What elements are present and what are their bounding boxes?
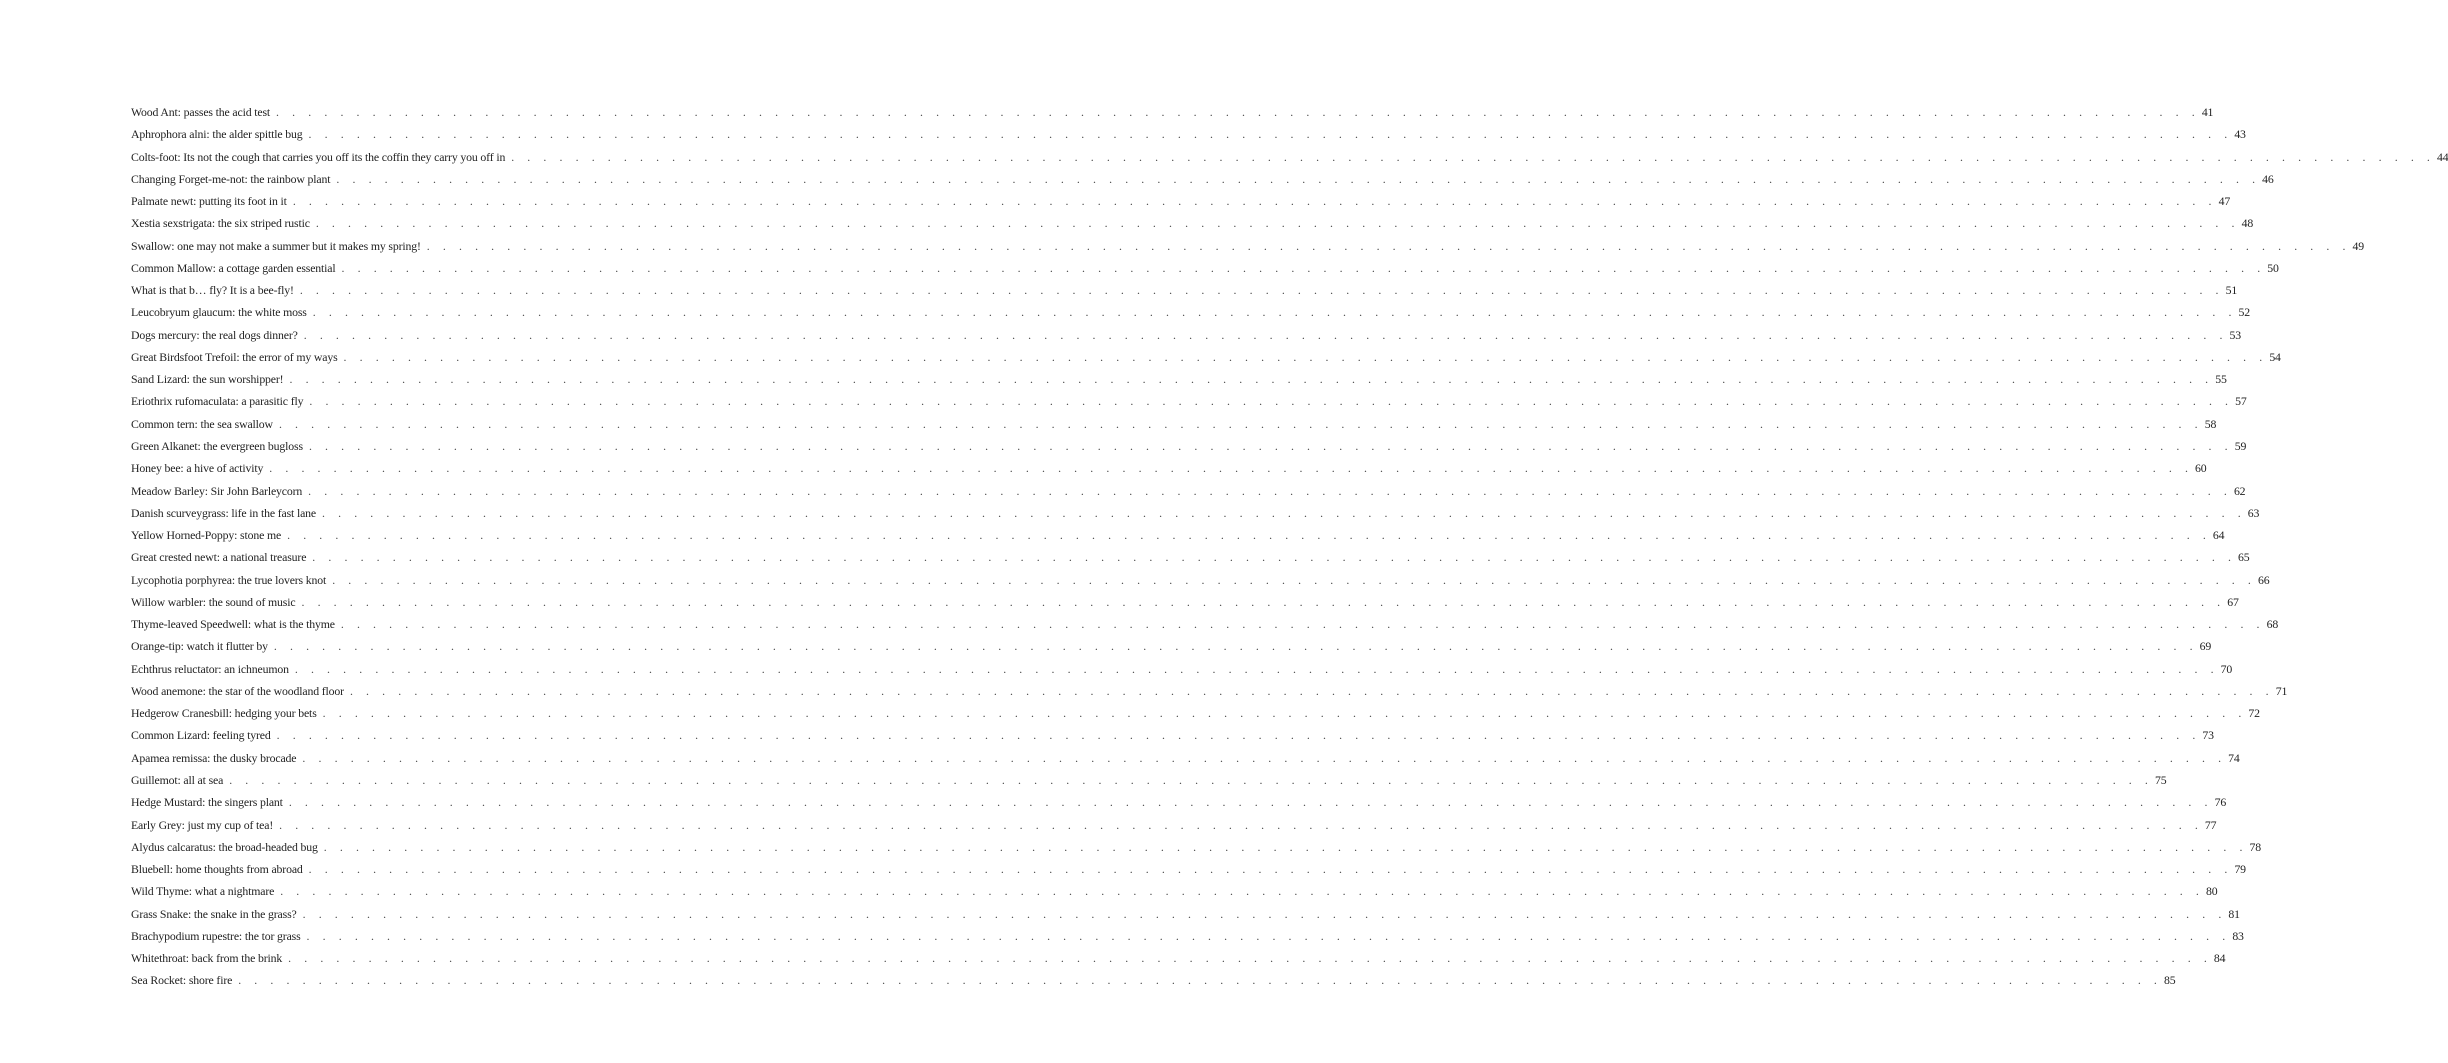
toc-entry[interactable] (131, 947, 2226, 969)
dot-leader: . . . . . . . . . . . . . . . . . . . . . . . . . . . . . . . . . . . . . . . . . . . . . . . . . . . . . . . . . . . . . . . . . . . . . . . . . . . . . . . . . . . . . . . . . . . . . . . . . . . . . . . . . . . . . . . . . . . . . . . . (511, 149, 2435, 164)
dot-leader: . . . . . . . . . . . . . . . . . . . . . . . . . . . . . . . . . . . . . . . . . . . . . . . . . . . . . . . . . . . . . . . . . . . . . . . . . . . . . . . . . . . . . . . . . . . . . . . . . . . . . . . . . . . . . . . . . . . . . . . . (308, 438, 2233, 453)
toc-entry-title: Colts-foot: Its not the cough that carries you off its the coffin they carry you off in (131, 146, 511, 168)
toc-entry-title: Echthrus reluctator: an ichneumon (131, 658, 295, 680)
dot-leader: . . . . . . . . . . . . . . . . . . . . . . . . . . . . . . . . . . . . . . . . . . . . . . . . . . . . . . . . . . . . . . . . . . . . . . . . . . . . . . . . . . . . . . . . . . . . . . . . . . . . . . . . . . . . . . . . . . . . . . . . (341, 260, 2266, 275)
toc-entry-title: Leucobryum glaucum: the white moss (131, 301, 313, 323)
toc-entry-page-number: 83 (2232, 928, 2244, 943)
toc-entry-title: Early Grey: just my cup of tea! (131, 814, 279, 836)
toc-entry[interactable] (131, 324, 2241, 346)
toc-entry[interactable] (131, 435, 2247, 457)
dot-leader: . . . . . . . . . . . . . . . . . . . . . . . . . . . . . . . . . . . . . . . . . . . . . . . . . . . . . . . . . . . . . . . . . . . . . . . . . . . . . . . . . . . . . . . . . . . . . . . . . . . . . . . . . . . . . . . . . . . . . . . . (288, 795, 2213, 810)
dot-leader: . . . . . . . . . . . . . . . . . . . . . . . . . . . . . . . . . . . . . . . . . . . . . . . . . . . . . . . . . . . . . . . . . . . . . . . . . . . . . . . . . . . . . . . . . . . . . . . . . . . . . . . . . . . . . . . . . . . . . . . . (312, 305, 2237, 320)
toc-entry-title: Common Lizard: feeling tyred (131, 724, 277, 746)
dot-leader: . . . . . . . . . . . . . . . . . . . . . . . . . . . . . . . . . . . . . . . . . . . . . . . . . . . . . . . . . . . . . . . . . . . . . . . . . . . . . . . . . . . . . . . . . . . . . . . . . . . . . . . . . . . . . . . . . . . . . . . . (301, 594, 2226, 609)
dot-leader: . . . . . . . . . . . . . . . . . . . . . . . . . . . . . . . . . . . . . . . . . . . . . . . . . . . . . . . . . . . . . . . . . . . . . . . . . . . . . . . . . . . . . . . . . . . . . . . . . . . . . . . . . . . . . . . . . . . . . . . . (289, 372, 2214, 387)
toc-entry-title: Swallow: one may not make a summer but it makes my spring! (131, 235, 427, 257)
toc-entry[interactable] (131, 457, 2207, 479)
toc-entry-page-number: 59 (2234, 438, 2247, 453)
toc-entry-page-number: 66 (2257, 572, 2270, 587)
toc-entry[interactable] (131, 101, 2214, 123)
toc-entry[interactable] (131, 680, 2288, 702)
toc-entry-page-number: 68 (2266, 617, 2279, 632)
toc-entry-page-number: 65 (2238, 550, 2250, 565)
toc-entry-page-number: 53 (2229, 327, 2241, 342)
toc-entry-page-number: 76 (2214, 795, 2227, 810)
dot-leader: . . . . . . . . . . . . . . . . . . . . . . . . . . . . . . . . . . . . . . . . . . . . . . . . . . . . . . . . . . . . . . . . . . . . . . . . . . . . . . . . . . . . . . . . . . . . . . . . . . . . . . . . . . . . . . . . . . . . . . . . (426, 238, 2351, 253)
toc-entry-page-number: 77 (2204, 817, 2217, 832)
toc-entry-page-number: 60 (2195, 461, 2207, 476)
toc-entry-title: Thyme-leaved Speedwell: what is the thyme (131, 613, 341, 635)
toc-entry-title: Xestia sexstrigata: the six striped rustic (131, 212, 316, 234)
dot-leader: . . . . . . . . . . . . . . . . . . . . . . . . . . . . . . . . . . . . . . . . . . . . . . . . . . . . . . . . . . . . . . . . . . . . . . . . . . . . . . . . . . . . . . . . . . . . . . . . . . . . . . . . . . . . . . . . . . . . . . . . (229, 772, 2153, 787)
toc-entry-page-number: 41 (2201, 105, 2214, 119)
toc-entry[interactable] (131, 190, 2231, 212)
toc-entry-page-number: 55 (2215, 372, 2227, 387)
table-of-contents (131, 101, 2448, 992)
toc-entry[interactable] (131, 569, 2270, 591)
toc-entry-page-number: 57 (2235, 394, 2247, 409)
toc-entry[interactable] (131, 502, 2260, 524)
toc-entry-page-number: 74 (2228, 750, 2240, 765)
toc-entry[interactable] (131, 880, 2218, 902)
toc-entry[interactable] (131, 591, 2239, 613)
toc-entry-page-number: 70 (2220, 661, 2233, 676)
toc-entry[interactable] (131, 925, 2244, 947)
toc-entry-page-number: 73 (2202, 728, 2214, 743)
toc-entry-title: Yellow Horned-Poppy: stone me (131, 524, 287, 546)
toc-entry-page-number: 50 (2267, 260, 2279, 275)
toc-entry[interactable] (131, 613, 2279, 635)
toc-entry[interactable] (131, 747, 2240, 769)
dot-leader: . . . . . . . . . . . . . . . . . . . . . . . . . . . . . . . . . . . . . . . . . . . . . . . . . . . . . . . . . . . . . . . . . . . . . . . . . . . . . . . . . . . . . . . . . . . . . . . . . . . . . . . . . . . . . . . . . . . . . . . . (278, 416, 2203, 431)
toc-entry-title: Wood Ant: passes the acid test (131, 101, 276, 123)
toc-entry-title: Lycophotia porphyrea: the true lovers knot (131, 569, 332, 591)
toc-entry-title: Dogs mercury: the real dogs dinner? (131, 324, 304, 346)
dot-leader: . . . . . . . . . . . . . . . . . . . . . . . . . . . . . . . . . . . . . . . . . . . . . . . . . . . . . . . . . . . . . . . . . . . . . . . . . . . . . . . . . . . . . . . . . . . . . . . . . . . . . . . . . . . . . . . . . . . . . . . . (332, 572, 2256, 587)
dot-leader: . . . . . . . . . . . . . . . . . . . . . . . . . . . . . . . . . . . . . . . . . . . . . . . . . . . . . . . . . . . . . . . . . . . . . . . . . . . . . . . . . . . . . . . . . . . . . . . . . . . . . . . . . . . . . . . . . . . . . . . . (340, 617, 2265, 632)
toc-entry-page-number: 78 (2249, 839, 2262, 854)
dot-leader: . . . . . . . . . . . . . . . . . . . . . . . . . . . . . . . . . . . . . . . . . . . . . . . . . . . . . . . . . . . . . . . . . . . . . . . . . . . . . . . . . . . . . . . . . . . . . . . . . . . . . . . . . . . . . . . . . . . . . . . . (287, 528, 2211, 543)
toc-entry-page-number: 44 (2436, 149, 2448, 164)
toc-entry[interactable] (131, 769, 2167, 791)
dot-leader: . . . . . . . . . . . . . . . . . . . . . . . . . . . . . . . . . . . . . . . . . . . . . . . . . . . . . . . . . . . . . . . . . . . . . . . . . . . . . . . . . . . . . . . . . . . . . . . . . . . . . . . . . . . . . . . . . . . . . . . . (343, 349, 2268, 364)
dot-leader: . . . . . . . . . . . . . . . . . . . . . . . . . . . . . . . . . . . . . . . . . . . . . . . . . . . . . . . . . . . . . . . . . . . . . . . . . . . . . . . . . . . . . . . . . . . . . . . . . . . . . . . . . . . . . . . . . . . . . . . . (273, 639, 2198, 654)
toc-entry[interactable] (131, 658, 2233, 680)
dot-leader: . . . . . . . . . . . . . . . . . . . . . . . . . . . . . . . . . . . . . . . . . . . . . . . . . . . . . . . . . . . . . . . . . . . . . . . . . . . . . . . . . . . . . . . . . . . . . . . . . . . . . . . . . . . . . . . . . . . . . . . . (312, 550, 2237, 565)
toc-entry-title: Eriothrix rufomaculata: a parasitic fly (131, 390, 309, 412)
toc-entry-title: Sand Lizard: the sun worshipper! (131, 368, 289, 390)
toc-entry[interactable] (131, 212, 2254, 234)
dot-leader: . . . . . . . . . . . . . . . . . . . . . . . . . . . . . . . . . . . . . . . . . . . . . . . . . . . . . . . . . . . . . . . . . . . . . . . . . . . . . . . . . . . . . . . . . . . . . . . . . . . . . . . . . . . . . . . . . . . . . . . . (292, 194, 2217, 209)
toc-entry-title: Alydus calcaratus: the broad-headed bug (131, 836, 324, 858)
toc-entry-page-number: 80 (2205, 884, 2218, 899)
toc-entry-title: Brachypodium rupestre: the tor grass (131, 925, 307, 947)
toc-entry-title: Sea Rocket: shore fire (131, 969, 238, 991)
toc-entry[interactable] (131, 235, 2365, 257)
dot-leader: . . . . . . . . . . . . . . . . . . . . . . . . . . . . . . . . . . . . . . . . . . . . . . . . . . . . . . . . . . . . . . . . . . . . . . . . . . . . . . . . . . . . . . . . . . . . . . . . . . . . . . . . . . . . . . . . . . . . . . . . (306, 928, 2231, 943)
toc-entry-page-number: 43 (2234, 127, 2246, 142)
dot-leader: . . . . . . . . . . . . . . . . . . . . . . . . . . . . . . . . . . . . . . . . . . . . . . . . . . . . . . . . . . . . . . . . . . . . . . . . . . . . . . . . . . . . . . . . . . . . . . . . . . . . . . . . . . . . . . . . . . . . . . . . (322, 505, 2246, 520)
toc-entry[interactable] (131, 168, 2274, 190)
toc-entry-page-number: 75 (2154, 772, 2167, 787)
toc-entry-page-number: 84 (2213, 951, 2226, 966)
dot-leader: . . . . . . . . . . . . . . . . . . . . . . . . . . . . . . . . . . . . . . . . . . . . . . . . . . . . . . . . . . . . . . . . . . . . . . . . . . . . . . . . . . . . . . . . . . . . . . . . . . . . . . . . . . . . . . . . . . . . . . . . (309, 394, 2234, 409)
toc-entry-title: Danish scurveygrass: life in the fast lane (131, 502, 322, 524)
toc-entry-page-number: 49 (2352, 238, 2365, 253)
dot-leader: . . . . . . . . . . . . . . . . . . . . . . . . . . . . . . . . . . . . . . . . . . . . . . . . . . . . . . . . . . . . . . . . . . . . . . . . . . . . . . . . . . . . . . . . . . . . . . . . . . . . . . . . . . . . . . . . . . . . . . . . (269, 461, 2194, 476)
toc-entry-title: Palmate newt: putting its foot in it (131, 190, 293, 212)
toc-entry-page-number: 54 (2269, 349, 2281, 364)
toc-entry-title: Honey bee: a hive of activity (131, 457, 269, 479)
toc-entry-title: Great crested newt: a national treasure (131, 546, 312, 568)
toc-entry[interactable] (131, 301, 2251, 323)
toc-entry-title: Hedgerow Cranesbill: hedging your bets (131, 702, 323, 724)
toc-entry-title: Apamea remissa: the dusky brocade (131, 747, 302, 769)
toc-entry-title: Wood anemone: the star of the woodland floor (131, 680, 350, 702)
dot-leader: . . . . . . . . . . . . . . . . . . . . . . . . . . . . . . . . . . . . . . . . . . . . . . . . . . . . . . . . . . . . . . . . . . . . . . . . . . . . . . . . . . . . . . . . . . . . . . . . . . . . . . . . . . . . . . . . . . . . . . . . (302, 906, 2227, 921)
dot-leader: . . . . . . . . . . . . . . . . . . . . . . . . . . . . . . . . . . . . . . . . . . . . . . . . . . . . . . . . . . . . . . . . . . . . . . . . . . . . . . . . . . . . . . . . . . . . . . . . . . . . . . . . . . . . . . . . . . . . . . . . (276, 728, 2201, 743)
dot-leader: . . . . . . . . . . . . . . . . . . . . . . . . . . . . . . . . . . . . . . . . . . . . . . . . . . . . . . . . . . . . . . . . . . . . . . . . . . . . . . . . . . . . . . . . . . . . . . . . . . . . . . . . . . . . . . . . . . . . . . . . (294, 661, 2219, 676)
toc-entry[interactable] (131, 702, 2260, 724)
toc-entry-title: Orange-tip: watch it flutter by (131, 635, 274, 657)
toc-entry[interactable] (131, 390, 2247, 412)
toc-entry-title: Whitethroat: back from the brink (131, 947, 288, 969)
dot-leader: . . . . . . . . . . . . . . . . . . . . . . . . . . . . . . . . . . . . . . . . . . . . . . . . . . . . . . . . . . . . . . . . . . . . . . . . . . . . . . . . . . . . . . . . . . . . . . . . . . . . . . . . . . . . . . . . . . . . . . . . (279, 817, 2203, 832)
toc-entry-page-number: 64 (2212, 528, 2225, 543)
toc-entry-title: Great Birdsfoot Trefoil: the error of my ways (131, 346, 344, 368)
toc-entry-page-number: 69 (2199, 639, 2212, 654)
toc-entry-page-number: 58 (2204, 416, 2217, 431)
toc-entry-title: Green Alkanet: the evergreen bugloss (131, 435, 309, 457)
toc-entry[interactable] (131, 903, 2240, 925)
toc-entry-title: Common Mallow: a cottage garden essential (131, 257, 342, 279)
toc-entry[interactable] (131, 257, 2279, 279)
dot-leader: . . . . . . . . . . . . . . . . . . . . . . . . . . . . . . . . . . . . . . . . . . . . . . . . . . . . . . . . . . . . . . . . . . . . . . . . . . . . . . . . . . . . . . . . . . . . . . . . . . . . . . . . . . . . . . . . . . . . . . . . (276, 105, 2200, 119)
toc-entry-title: What is that b… fly? It is a bee-fly! (131, 279, 300, 301)
toc-entry[interactable] (131, 791, 2227, 813)
toc-entry-title: Willow warbler: the sound of music (131, 591, 301, 613)
toc-entry-page-number: 51 (2225, 283, 2238, 298)
toc-entry[interactable] (131, 146, 2448, 168)
dot-leader: . . . . . . . . . . . . . . . . . . . . . . . . . . . . . . . . . . . . . . . . . . . . . . . . . . . . . . . . . . . . . . . . . . . . . . . . . . . . . . . . . . . . . . . . . . . . . . . . . . . . . . . . . . . . . . . . . . . . . . . . (315, 216, 2240, 231)
dot-leader: . . . . . . . . . . . . . . . . . . . . . . . . . . . . . . . . . . . . . . . . . . . . . . . . . . . . . . . . . . . . . . . . . . . . . . . . . . . . . . . . . . . . . . . . . . . . . . . . . . . . . . . . . . . . . . . . . . . . . . . . (308, 127, 2233, 142)
dot-leader: . . . . . . . . . . . . . . . . . . . . . . . . . . . . . . . . . . . . . . . . . . . . . . . . . . . . . . . . . . . . . . . . . . . . . . . . . . . . . . . . . . . . . . . . . . . . . . . . . . . . . . . . . . . . . . . . . . . . . . . . (336, 171, 2261, 186)
toc-entry-page-number: 71 (2275, 683, 2288, 698)
toc-entry-page-number: 67 (2227, 594, 2239, 609)
toc-entry-page-number: 47 (2218, 194, 2231, 209)
dot-leader: . . . . . . . . . . . . . . . . . . . . . . . . . . . . . . . . . . . . . . . . . . . . . . . . . . . . . . . . . . . . . . . . . . . . . . . . . . . . . . . . . . . . . . . . . . . . . . . . . . . . . . . . . . . . . . . . . . . . . . . . (308, 862, 2233, 877)
toc-entry[interactable] (131, 413, 2217, 435)
toc-entry[interactable] (131, 724, 2214, 746)
dot-leader: . . . . . . . . . . . . . . . . . . . . . . . . . . . . . . . . . . . . . . . . . . . . . . . . . . . . . . . . . . . . . . . . . . . . . . . . . . . . . . . . . . . . . . . . . . . . . . . . . . . . . . . . . . . . . . . . . . . . . . . . (280, 884, 2204, 899)
toc-entry[interactable] (131, 969, 2176, 991)
toc-entry[interactable] (131, 346, 2281, 368)
toc-entry-page-number: 63 (2247, 505, 2260, 520)
toc-entry[interactable] (131, 368, 2227, 390)
toc-entry-title: Hedge Mustard: the singers plant (131, 791, 289, 813)
dot-leader: . . . . . . . . . . . . . . . . . . . . . . . . . . . . . . . . . . . . . . . . . . . . . . . . . . . . . . . . . . . . . . . . . . . . . . . . . . . . . . . . . . . . . . . . . . . . . . . . . . . . . . . . . . . . . . . . . . . . . . . . (323, 839, 2248, 854)
toc-entry[interactable] (131, 123, 2246, 145)
dot-leader: . . . . . . . . . . . . . . . . . . . . . . . . . . . . . . . . . . . . . . . . . . . . . . . . . . . . . . . . . . . . . . . . . . . . . . . . . . . . . . . . . . . . . . . . . . . . . . . . . . . . . . . . . . . . . . . . . . . . . . . . (302, 750, 2227, 765)
toc-entry-page-number: 48 (2241, 216, 2254, 231)
toc-entry-page-number: 81 (2228, 906, 2240, 921)
toc-entry-title: Common tern: the sea swallow (131, 413, 279, 435)
toc-entry-page-number: 52 (2238, 305, 2251, 320)
toc-entry-title: Aphrophora alni: the alder spittle bug (131, 123, 309, 145)
toc-entry-title: Wild Thyme: what a nightmare (131, 880, 280, 902)
toc-entry[interactable] (131, 524, 2225, 546)
toc-entry[interactable] (131, 279, 2238, 301)
toc-entry-title: Grass Snake: the snake in the grass? (131, 903, 303, 925)
dot-leader: . . . . . . . . . . . . . . . . . . . . . . . . . . . . . . . . . . . . . . . . . . . . . . . . . . . . . . . . . . . . . . . . . . . . . . . . . . . . . . . . . . . . . . . . . . . . . . . . . . . . . . . . . . . . . . . . . . . . . . . . (308, 483, 2232, 498)
dot-leader: . . . . . . . . . . . . . . . . . . . . . . . . . . . . . . . . . . . . . . . . . . . . . . . . . . . . . . . . . . . . . . . . . . . . . . . . . . . . . . . . . . . . . . . . . . . . . . . . . . . . . . . . . . . . . . . . . . . . . . . . (288, 951, 2212, 966)
toc-entry-page-number: 72 (2248, 706, 2260, 721)
toc-entry-title: Bluebell: home thoughts from abroad (131, 858, 309, 880)
toc-entry-page-number: 79 (2234, 862, 2246, 877)
toc-entry[interactable] (131, 836, 2262, 858)
dot-leader: . . . . . . . . . . . . . . . . . . . . . . . . . . . . . . . . . . . . . . . . . . . . . . . . . . . . . . . . . . . . . . . . . . . . . . . . . . . . . . . . . . . . . . . . . . . . . . . . . . . . . . . . . . . . . . . . . . . . . . . . (322, 706, 2247, 721)
toc-entry[interactable] (131, 858, 2246, 880)
toc-entry-page-number: 62 (2233, 483, 2246, 498)
toc-entry-page-number: 85 (2163, 973, 2176, 988)
toc-entry[interactable] (131, 546, 2250, 568)
toc-entry[interactable] (131, 814, 2217, 836)
dot-leader: . . . . . . . . . . . . . . . . . . . . . . . . . . . . . . . . . . . . . . . . . . . . . . . . . . . . . . . . . . . . . . . . . . . . . . . . . . . . . . . . . . . . . . . . . . . . . . . . . . . . . . . . . . . . . . . . . . . . . . . . (349, 683, 2274, 698)
dot-leader: . . . . . . . . . . . . . . . . . . . . . . . . . . . . . . . . . . . . . . . . . . . . . . . . . . . . . . . . . . . . . . . . . . . . . . . . . . . . . . . . . . . . . . . . . . . . . . . . . . . . . . . . . . . . . . . . . . . . . . . . (303, 327, 2228, 342)
toc-entry-title: Meadow Barley: Sir John Barleycorn (131, 480, 308, 502)
toc-entry[interactable] (131, 480, 2246, 502)
dot-leader: . . . . . . . . . . . . . . . . . . . . . . . . . . . . . . . . . . . . . . . . . . . . . . . . . . . . . . . . . . . . . . . . . . . . . . . . . . . . . . . . . . . . . . . . . . . . . . . . . . . . . . . . . . . . . . . . . . . . . . . . (238, 973, 2162, 988)
toc-entry-title: Guillemot: all at sea (131, 769, 229, 791)
toc-entry[interactable] (131, 635, 2212, 657)
dot-leader: . . . . . . . . . . . . . . . . . . . . . . . . . . . . . . . . . . . . . . . . . . . . . . . . . . . . . . . . . . . . . . . . . . . . . . . . . . . . . . . . . . . . . . . . . . . . . . . . . . . . . . . . . . . . . . . . . . . . . . . . (299, 283, 2224, 298)
toc-entry-page-number: 46 (2262, 171, 2274, 186)
toc-entry-title: Changing Forget-me-not: the rainbow plant (131, 168, 336, 190)
